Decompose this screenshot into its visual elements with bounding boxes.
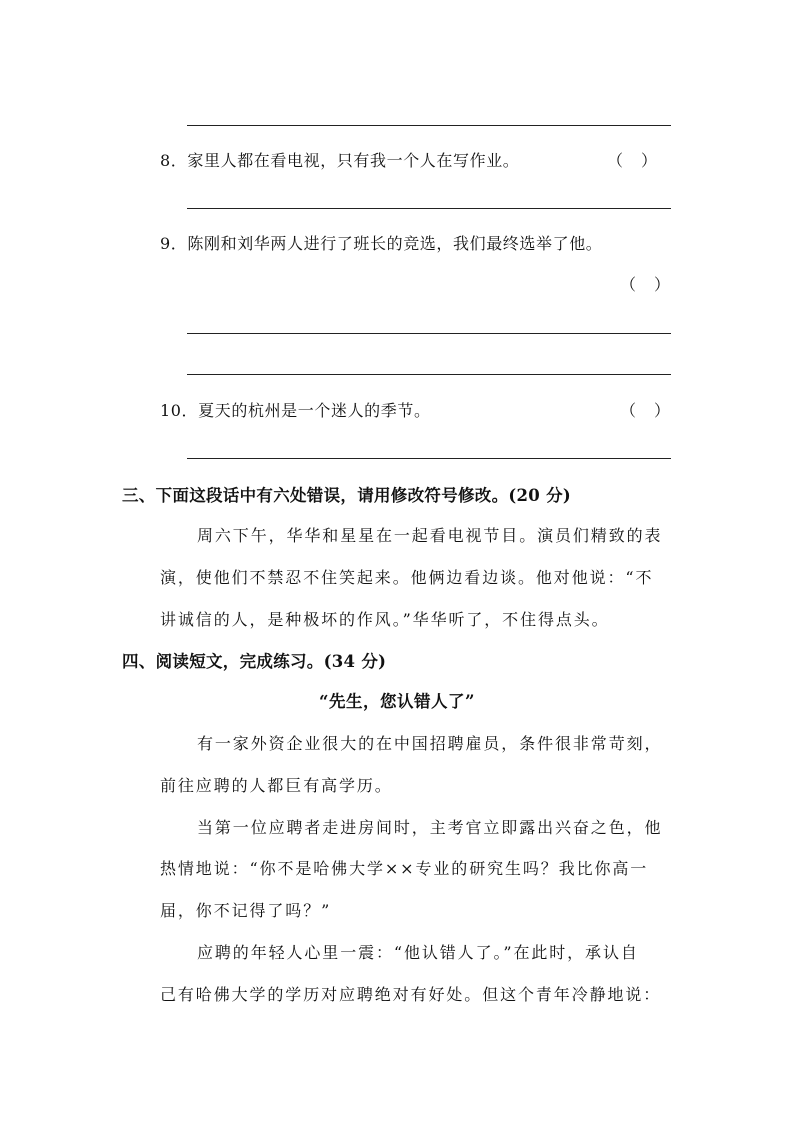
- question-number: 9．: [160, 234, 188, 253]
- question-9: [160, 231, 602, 254]
- question-10: [160, 398, 431, 421]
- passage-line: 前往应聘的人都巨有高学历。: [160, 776, 393, 795]
- question-text: 家里人都在看电视，只有我一个人在写作业。: [187, 151, 520, 170]
- section-4-heading: 四、阅读短文，完成练习。(34 分): [122, 652, 387, 671]
- section-3-line: 周六下午，华华和星星在一起看电视节目。演员们精致的表: [197, 526, 663, 545]
- passage-line: 热情地说：“你不是哈佛大学××专业的研究生吗？我比你高一: [160, 859, 649, 878]
- question-number: 10．: [160, 401, 199, 420]
- question-8: [160, 148, 519, 171]
- answer-parentheses[interactable]: （）: [620, 275, 689, 294]
- passage-line: 己有哈佛大学的学历对应聘绝对有好处。但这个青年冷静地说：: [160, 985, 662, 1004]
- section-3-heading: 三、下面这段话中有六处错误，请用修改符号修改。(20 分): [122, 486, 572, 505]
- answer-line[interactable]: [187, 374, 671, 375]
- answer-parentheses[interactable]: （）: [607, 151, 676, 170]
- question-number: 8．: [160, 151, 188, 170]
- passage-title: “先生，您认错人了”: [319, 692, 475, 711]
- answer-line[interactable]: [187, 333, 671, 334]
- answer-parentheses[interactable]: （）: [620, 401, 689, 420]
- answer-line[interactable]: [187, 458, 671, 459]
- passage-line: 有一家外资企业很大的在中国招聘雇员，条件很非常苛刻，: [197, 734, 663, 753]
- passage-line: 届，你不记得了吗？”: [160, 901, 332, 920]
- section-3-line: 讲诚信的人，是种极坏的作风。”华华听了，不住得点头。: [160, 610, 610, 629]
- section-3-line: 演，使他们不禁忍不住笑起来。他俩边看边谈。他对他说：“不: [160, 568, 654, 587]
- passage-line: 应聘的年轻人心里一震：“他认错人了。”在此时，承认自: [197, 943, 639, 962]
- passage-line: 当第一位应聘者走进房间时，主考官立即露出兴奋之色，他: [197, 818, 663, 837]
- answer-line[interactable]: [187, 125, 671, 126]
- answer-line[interactable]: [187, 208, 671, 209]
- question-text: 陈刚和刘华两人进行了班长的竞选，我们最终选举了他。: [187, 234, 603, 253]
- question-text: 夏天的杭州是一个迷人的季节。: [198, 401, 431, 420]
